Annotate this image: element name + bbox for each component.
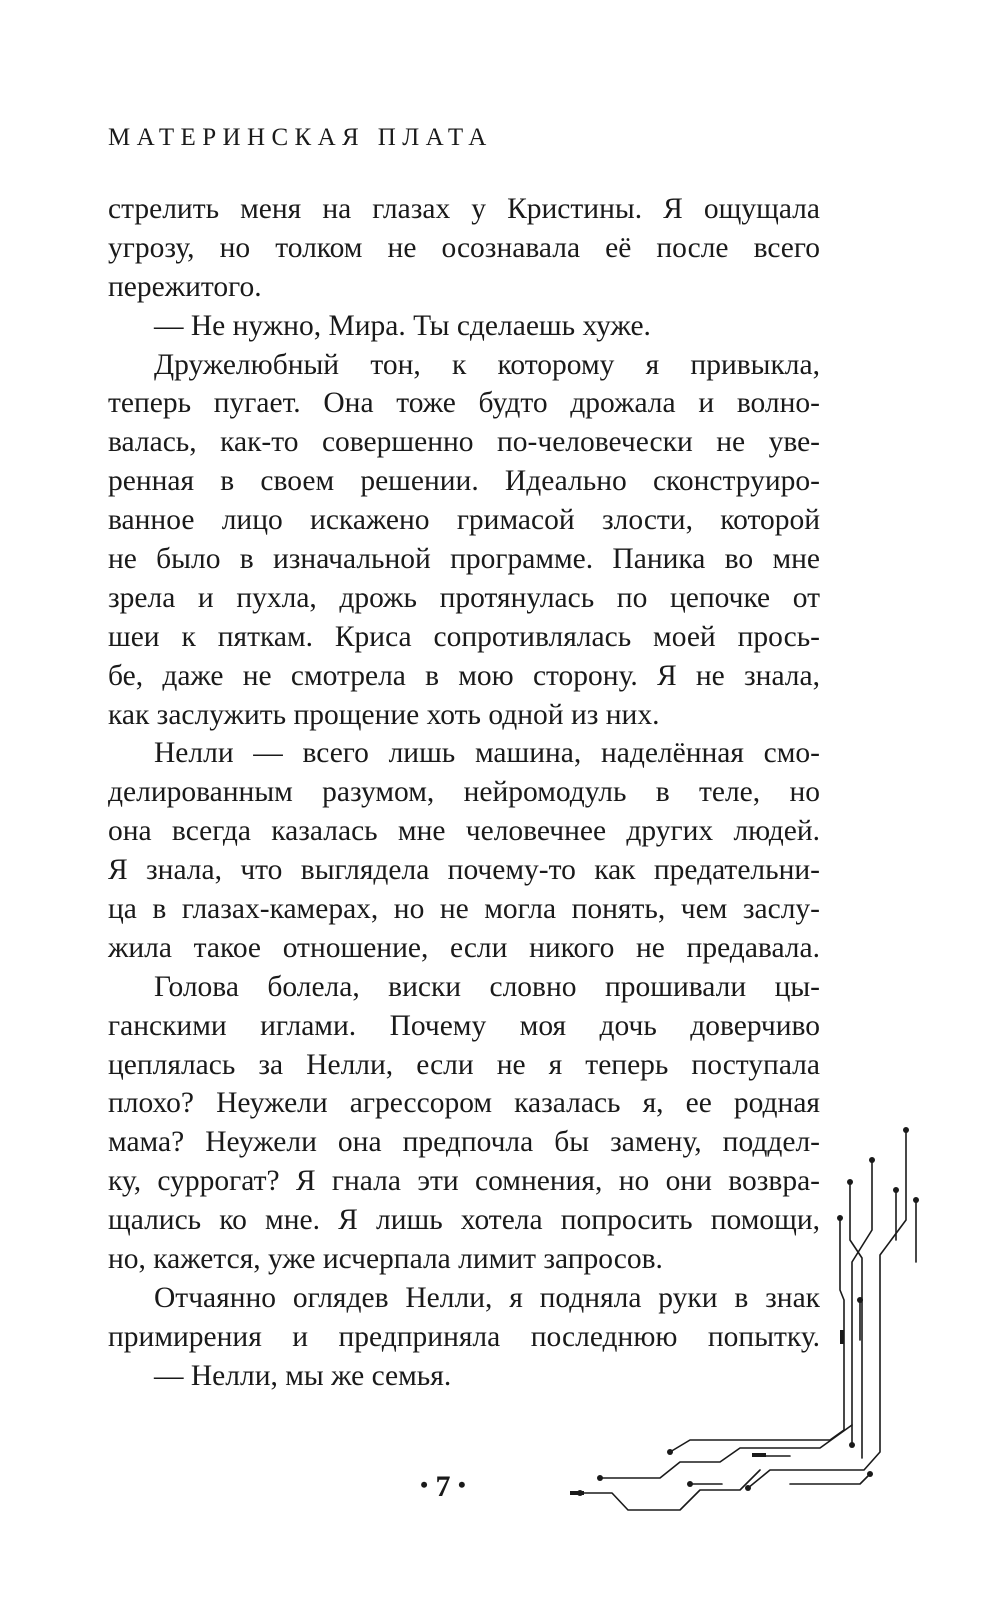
text-line: стрелить меня на глазах у Кристины. Я ощущала <box>108 193 820 225</box>
text-line: Нелли — всего лишь машина, наделённая смо- <box>154 737 820 770</box>
text-line: шеи к пяткам. Криса сопротивлялась моей прось- <box>108 620 820 653</box>
text-line: делированным разумом, нейромодуль в теле, но <box>108 776 820 809</box>
text-line: как заслужить прощение хоть одной из них. <box>108 698 660 731</box>
text-line: валась, как-то совершенно по-человечески не уве- <box>108 426 820 459</box>
text-line: — Не нужно, Мира. Ты сделаешь хуже. <box>154 309 651 342</box>
text-line: бе, даже не смотрела в мою сторону. Я не знала, <box>108 659 820 692</box>
text-line: ренная в своем решении. Идеально сконструиро- <box>108 465 820 498</box>
text-line: не было в изначальной программе. Паника во мне <box>108 543 820 576</box>
text-line: она всегда казалась мне человечнее других людей. <box>108 815 820 848</box>
page-number-dot-right: • <box>458 1472 466 1497</box>
text-line: теперь пугает. Она тоже будто дрожала и волно- <box>108 387 820 420</box>
text-line: Дружелюбный тон, к которому я привыкла, <box>154 348 820 381</box>
page-number-dot-left: • <box>420 1472 428 1497</box>
text-line: угрозу, но толком не осознавала её после всего <box>108 231 820 264</box>
text-line: Отчаянно оглядев Нелли, я подняла руки в знак <box>154 1281 820 1314</box>
text-line: но, кажется, уже исчерпала лимит запросов. <box>108 1243 663 1276</box>
text-line: пережитого. <box>108 270 262 303</box>
text-line: мама? Неужели она предпочла бы замену, поддел- <box>108 1126 820 1159</box>
text-line: плохо? Неужели агрессором казалась я, ее родная <box>108 1087 820 1120</box>
text-line: ца в глазах-камерах, но не могла понять, чем заслу- <box>108 893 820 926</box>
text-line: жила такое отношение, если никого не предавала. <box>108 931 820 964</box>
page-number: 7 <box>435 1470 451 1503</box>
text-line: ганскими иглами. Почему моя дочь доверчиво <box>108 1009 820 1042</box>
text-line: — Нелли, мы же семья. <box>154 1359 452 1392</box>
text-line: Голова болела, виски словно прошивали цы- <box>154 970 820 1003</box>
text-line: ку, суррогат? Я гнала эти сомнения, но они возвра- <box>108 1165 820 1198</box>
text-line: щались ко мне. Я лишь хотела попросить помощи, <box>108 1204 820 1237</box>
text-line: цеплялась за Нелли, если не я теперь поступала <box>108 1048 820 1081</box>
text-line: примирения и предприняла последнюю попытку. <box>108 1320 820 1353</box>
text-line: ванное лицо искажено гримасой злости, которой <box>108 504 820 537</box>
text-line: зрела и пухла, дрожь протянулась по цепочке от <box>108 581 820 614</box>
text-line: Я знала, что выглядела почему-то как предательни- <box>108 854 820 887</box>
running-head: МАТЕРИНСКАЯ ПЛАТА <box>108 124 493 151</box>
